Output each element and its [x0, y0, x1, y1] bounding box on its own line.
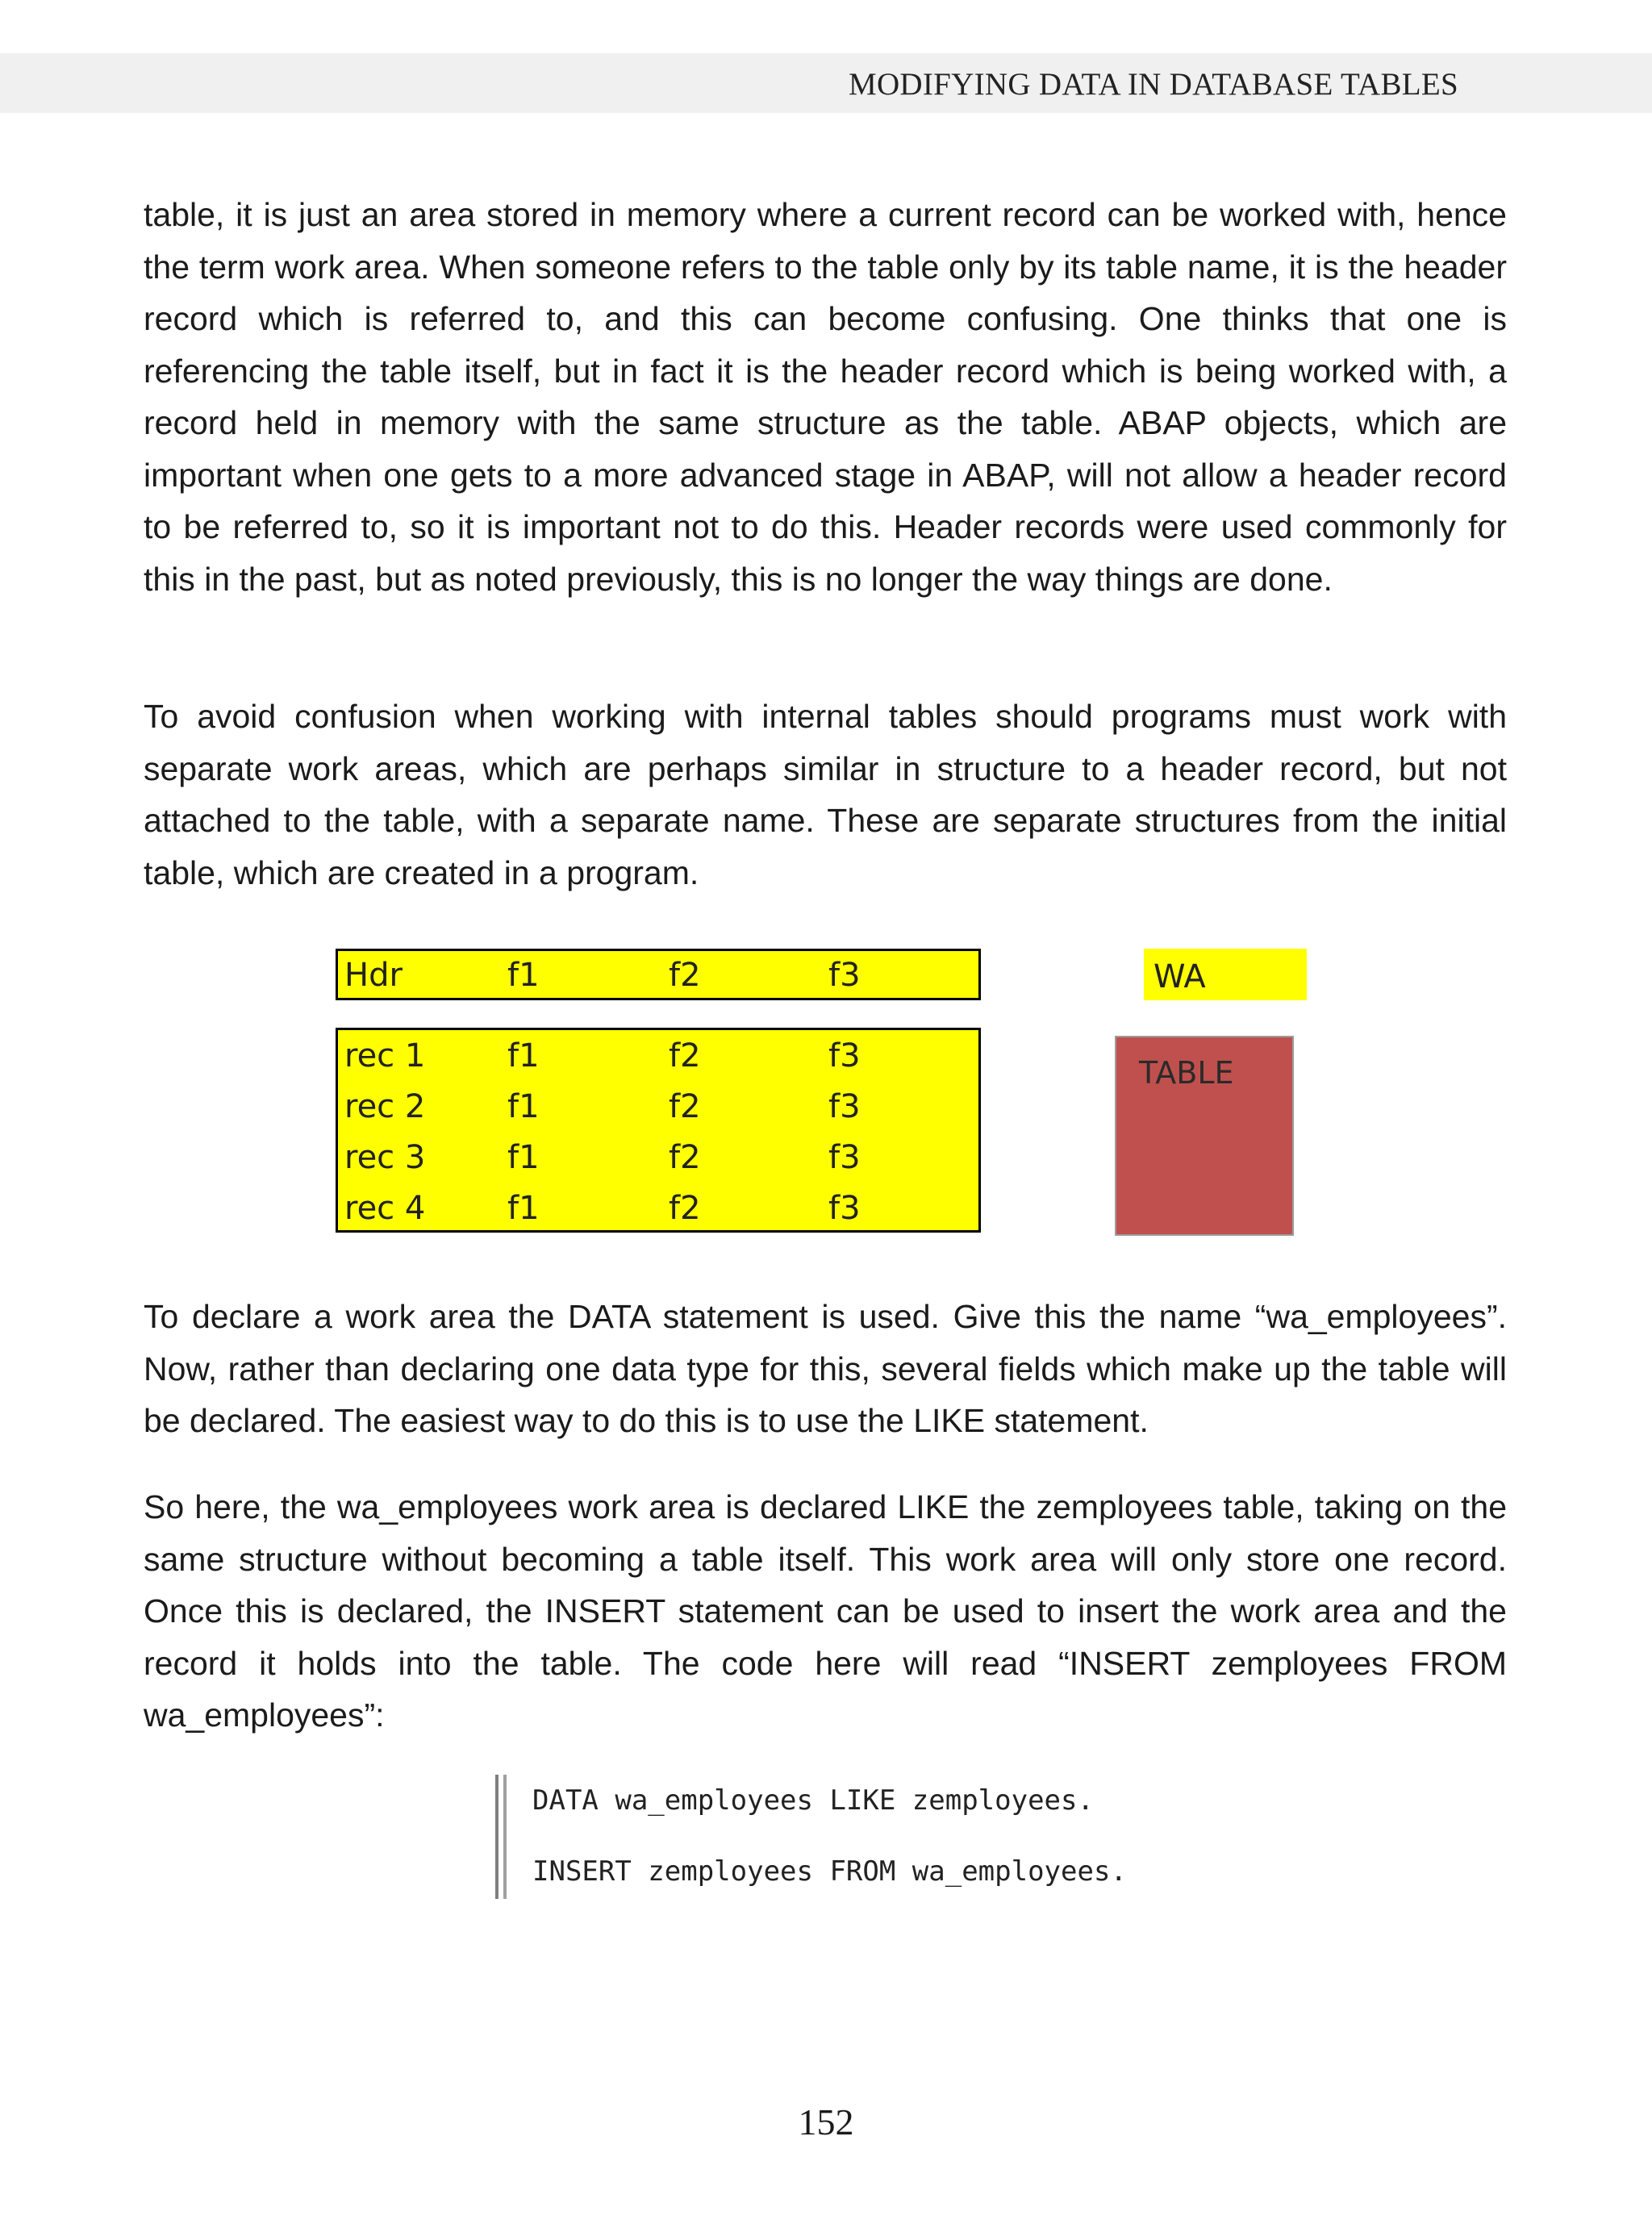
record-1-f1: f1 — [507, 1037, 540, 1074]
record-4-f3: f3 — [828, 1190, 861, 1227]
paragraph-2: To avoid confusion when working with internal tables should programs must work with separate work areas, which are perhaps similar in structure to a header record, but not attached to the table, with a separate name. These are separate structures from the initial table, which are created in a program. — [144, 698, 1507, 891]
record-4-label: rec 4 — [344, 1190, 426, 1227]
paragraph-3: To declare a work area the DATA statement is used. Give this the name “wa_employees”. Now, rather than declaring one data type for this, several fields which make up the table will be declared. The easiest way to do this is to use the LIKE statement. — [144, 1298, 1507, 1439]
code-line-1: DATA wa_employees LIKE zemployees. — [532, 1784, 1094, 1817]
table-box — [1115, 1036, 1294, 1236]
table-label: TABLE — [1139, 1055, 1234, 1091]
code-margin-bar — [495, 1775, 499, 1899]
record-3-f3: f3 — [828, 1139, 861, 1176]
work-area-box — [1144, 949, 1307, 1000]
running-head: MODIFYING DATA IN DATABASE TABLES — [848, 67, 1458, 102]
record-4-f2: f2 — [669, 1190, 701, 1227]
record-1-f3: f3 — [828, 1037, 861, 1074]
record-3-f2: f2 — [669, 1139, 701, 1176]
record-2-f3: f3 — [828, 1088, 861, 1125]
header-cell-label: Hdr — [344, 957, 403, 994]
header-cell-f3: f3 — [828, 957, 861, 994]
record-3-label: rec 3 — [344, 1139, 426, 1176]
header-cell-f2: f2 — [669, 957, 701, 994]
header-record-box — [336, 949, 981, 1000]
record-1-f2: f2 — [669, 1037, 701, 1074]
record-2-f2: f2 — [669, 1088, 701, 1125]
record-4-f1: f1 — [507, 1190, 540, 1227]
code-margin-bar-inner — [503, 1775, 507, 1899]
work-area-label: WA — [1153, 958, 1206, 995]
record-1-label: rec 1 — [344, 1037, 426, 1074]
record-2-label: rec 2 — [344, 1088, 426, 1125]
code-line-2: INSERT zemployees FROM wa_employees. — [532, 1855, 1127, 1888]
record-3-f1: f1 — [507, 1139, 540, 1176]
records-box — [336, 1028, 981, 1233]
record-2-f1: f1 — [507, 1088, 540, 1125]
header-cell-f1: f1 — [507, 957, 540, 994]
page-number: 152 — [798, 2101, 854, 2143]
paragraph-1: table, it is just an area stored in memory where a current record can be worked with, hence the term work area. When someone refers to the table only by its table name, it is the header record which is referred to, and this can become confusing. One thinks that one is referencing the table itself, but in fact it is the header record which is being worked with, a record held in memory with the same structure as the table. ABAP objects, which are important when one gets to a more advanced stage in ABAP, will not allow a header record to be referred to, so it is important not to do this. Header records were used commonly for this in the past, but as noted previously, this is no longer the way things are done. — [144, 196, 1507, 598]
paragraph-4: So here, the wa_employees work area is declared LIKE the zemployees table, taking on the same structure without becoming a table itself. This work area will only store one record. Once this is declared, the INSERT statement can be used to insert the work area and the record it holds into the table. The code here will read “INSERT zemployees FROM wa_employees”: — [144, 1488, 1507, 1734]
